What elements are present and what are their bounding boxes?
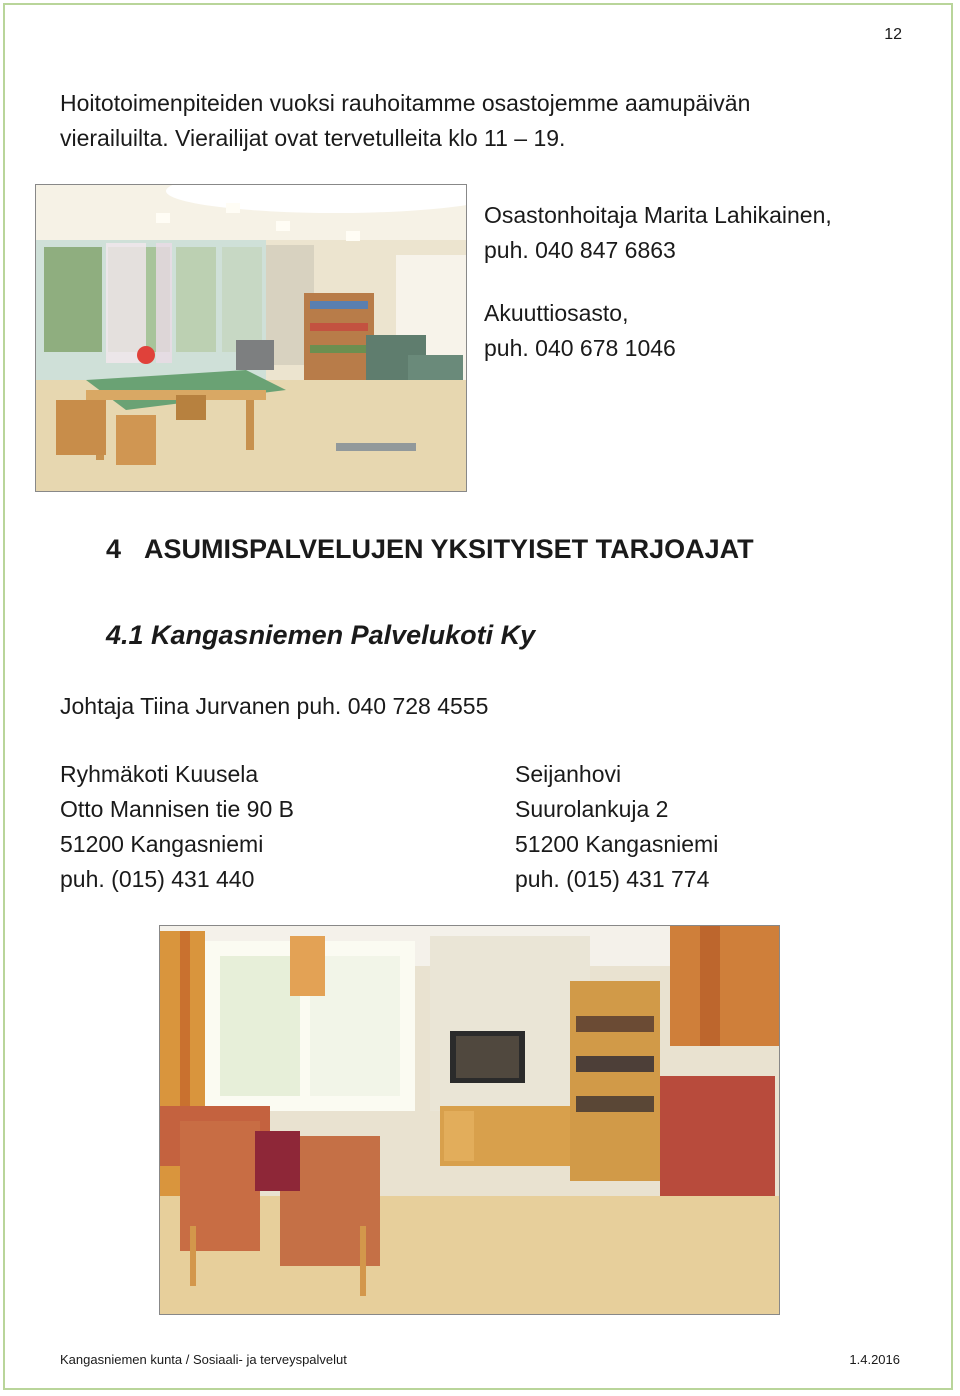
intro-line-1: Hoitotoimenpiteiden vuoksi rauhoitamme osastojemme aamupäivän	[60, 90, 751, 116]
director-contact: Johtaja Tiina Jurvanen puh. 040 728 4555	[60, 693, 489, 719]
footer-date: 1.4.2016	[849, 1352, 900, 1367]
address-street: Otto Mannisen tie 90 B	[60, 796, 294, 822]
section-title: ASUMISPALVELUJEN YKSITYISET TARJOAJAT	[144, 534, 754, 564]
subsection-heading: 4.1 Kangasniemen Palvelukoti Ky	[106, 620, 536, 650]
address-block-kuusela	[60, 757, 294, 897]
address-phone: puh. (015) 431 774	[515, 866, 710, 892]
acute-ward-label: Akuuttiosasto,	[484, 300, 629, 326]
head-nurse-name: Osastonhoitaja Marita Lahikainen,	[484, 202, 832, 228]
living-room-photo	[159, 925, 780, 1315]
address-name: Ryhmäkoti Kuusela	[60, 761, 259, 787]
section-heading	[106, 534, 754, 565]
page-number: 12	[884, 26, 902, 43]
address-street: Suurolankuja 2	[515, 796, 669, 822]
address-city: 51200 Kangasniemi	[60, 831, 264, 857]
section-number: 4	[106, 534, 122, 564]
contact-block	[484, 198, 832, 366]
address-phone: puh. (015) 431 440	[60, 866, 255, 892]
address-name: Seijanhovi	[515, 761, 622, 787]
address-city: 51200 Kangasniemi	[515, 831, 719, 857]
intro-paragraph	[60, 86, 750, 156]
intro-line-2: vierailuilta. Vierailijat ovat tervetulleita klo 11 – 19.	[60, 125, 566, 151]
head-nurse-phone: puh. 040 847 6863	[484, 237, 676, 263]
footer-organization: Kangasniemen kunta / Sosiaali- ja terveyspalvelut	[60, 1352, 347, 1367]
ward-dayroom-photo	[35, 184, 467, 492]
address-block-seijanhovi	[515, 757, 718, 897]
acute-ward-phone: puh. 040 678 1046	[484, 335, 676, 361]
